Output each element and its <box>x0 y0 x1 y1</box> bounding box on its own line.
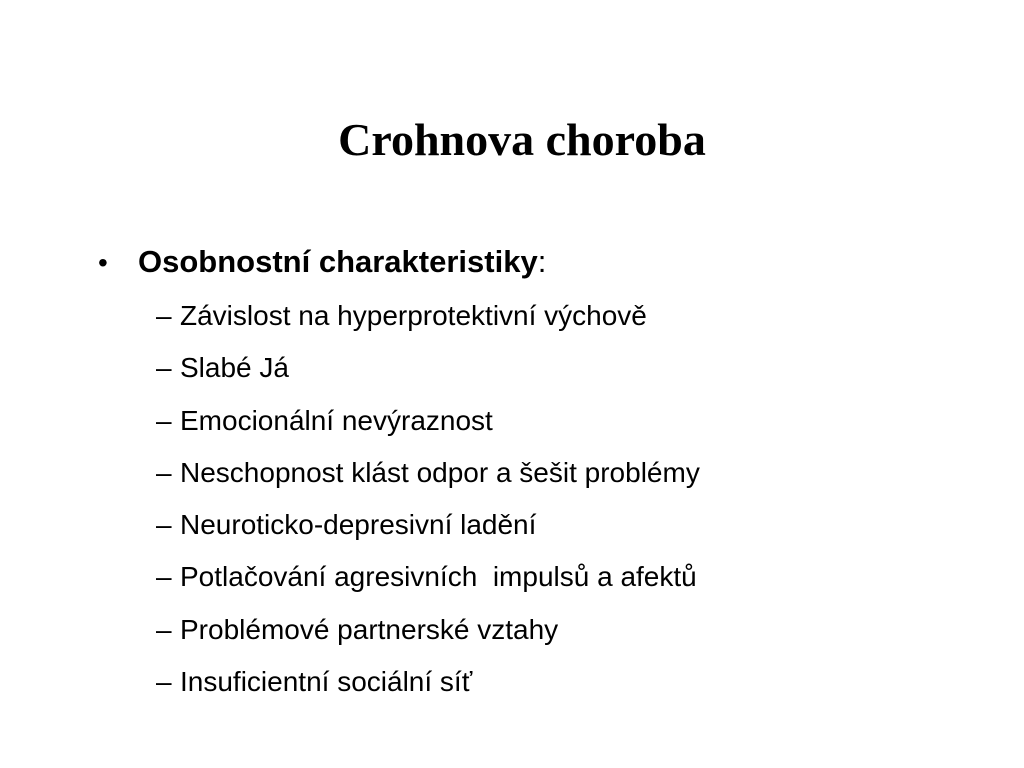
sub-bullet-item <box>156 604 974 656</box>
dash-icon: – <box>156 561 172 593</box>
dash-icon: – <box>156 509 172 541</box>
sub-bullet-item <box>156 447 974 499</box>
sub-bullet-item <box>156 395 974 447</box>
sub-bullet-text: Problémové partnerské vztahy <box>180 613 559 645</box>
sub-bullet-item <box>156 656 974 708</box>
bullet-heading-suffix: : <box>537 244 547 279</box>
sub-bullet-item <box>156 342 974 394</box>
dash-icon: – <box>156 666 172 698</box>
sub-bullet-text: Potlačování agresivních impulsů a afektů <box>180 561 697 593</box>
slide-content <box>94 236 974 708</box>
sub-bullet-text: Neuroticko-depresivní ladění <box>180 509 537 541</box>
sub-bullet-item <box>156 499 974 551</box>
bullet-heading: Osobnostní charakteristiky <box>138 244 538 279</box>
dash-icon: – <box>156 456 172 488</box>
slide-title: Crohnova choroba <box>338 114 706 165</box>
dash-icon: – <box>156 352 172 384</box>
bullet-icon: • <box>98 247 108 278</box>
dash-icon: – <box>156 613 172 645</box>
sub-bullet-text: Závislost na hyperprotektivní výchově <box>180 300 647 331</box>
dash-icon: – <box>156 300 172 331</box>
dash-icon: – <box>156 404 172 436</box>
sub-bullet-text: Emocionální nevýraznost <box>180 404 493 436</box>
bullet-item <box>94 236 974 288</box>
sub-bullet-text: Insuficientní sociální síť <box>180 666 473 698</box>
sub-bullet-text: Neschopnost klást odpor a šešit problémy <box>180 456 700 488</box>
sub-bullet-text: Slabé Já <box>180 352 289 384</box>
sub-bullet-item <box>156 551 974 603</box>
sub-bullet-item <box>156 290 974 342</box>
sub-bullet-list <box>94 290 974 708</box>
